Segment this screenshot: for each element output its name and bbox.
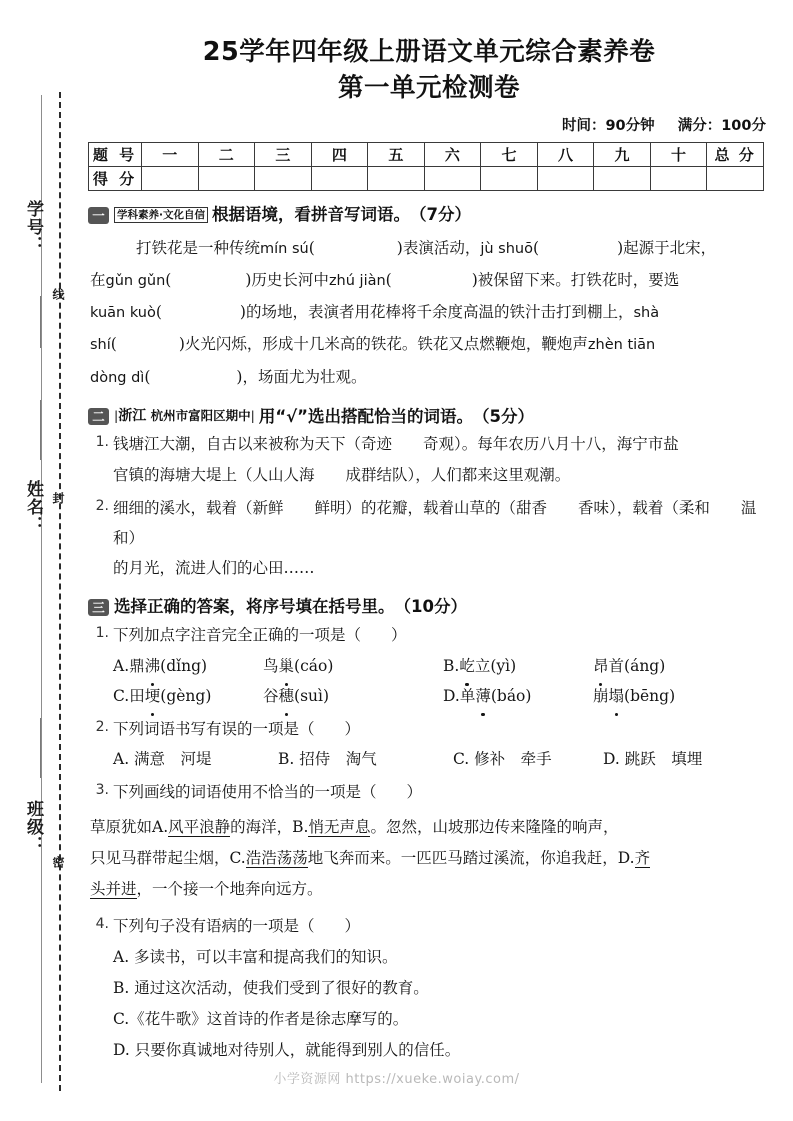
seal-write-line-student-id bbox=[40, 296, 41, 348]
s3-q1-option-c-pron: (gèng) bbox=[160, 686, 212, 705]
s3-q2-options-row bbox=[88, 744, 770, 774]
s2-q2-choice-1[interactable]: （新鲜 鲜明） bbox=[237, 498, 362, 517]
s3-q3-text-b: 的海洋，B. bbox=[230, 817, 309, 836]
seal-field-student-id: 学号： bbox=[23, 200, 43, 254]
section-one bbox=[88, 205, 770, 392]
score-cell-6[interactable] bbox=[424, 167, 481, 191]
s2-q1-choice-1[interactable]: （奇迹 奇观） bbox=[345, 435, 462, 454]
s3-q1-option-a2-char2-dotted: 巢 bbox=[279, 651, 295, 681]
s2-q2-text-a: 细细的溪水，载着 bbox=[113, 498, 238, 517]
s3-q1-option-d-second[interactable] bbox=[593, 681, 675, 711]
score-cell-8[interactable] bbox=[537, 167, 594, 191]
s3-q2-option-c[interactable]: C. 修补 牵手 bbox=[453, 750, 552, 769]
s3-q4-number: 4. bbox=[95, 915, 109, 932]
score-cell-total[interactable] bbox=[707, 167, 764, 191]
section-three-heading bbox=[88, 597, 770, 617]
s3-q1-option-a2-pron: (cáo) bbox=[294, 656, 334, 675]
s2-q1-text-a: 钱塘江大潮，自古以来被称为天下 bbox=[113, 435, 346, 454]
s3-q1-option-c-label: C. bbox=[113, 686, 130, 705]
s3-q1-option-d-pron: (báo) bbox=[490, 686, 532, 705]
passage-text-2: 表演活动， bbox=[402, 239, 481, 258]
s3-q1-option-a-char1: 鼎 bbox=[129, 656, 145, 675]
s3-q3-text-f: ，一个接一个地奔向远方。 bbox=[136, 879, 323, 898]
score-col-7: 七 bbox=[481, 143, 538, 167]
section-one-points: （7分） bbox=[410, 205, 471, 225]
pinyin-zhu-jian: zhú jiàn bbox=[328, 273, 386, 290]
section-one-title: 根据语境，看拼音写词语。 bbox=[212, 205, 410, 225]
section-two-province: 浙江 bbox=[118, 408, 147, 425]
s3-q1-option-d2-char2-dotted: 塌 bbox=[609, 681, 625, 711]
time-limit-label: 时间：90分钟 bbox=[561, 118, 655, 135]
score-table-row-label-number: 题 号 bbox=[89, 143, 142, 167]
score-cell-7[interactable] bbox=[481, 167, 538, 191]
s2-q1-choice-2[interactable]: （人山人海 成群结队） bbox=[237, 465, 416, 484]
section-two-source: |浙江 杭州市富阳区期中| bbox=[114, 408, 255, 425]
score-col-3: 三 bbox=[255, 143, 312, 167]
section-one-competency-tag: 学科素养·文化自信 bbox=[114, 207, 208, 223]
s3-q3-underline-a[interactable]: 风平浪静 bbox=[168, 817, 231, 836]
section-three-title: 选择正确的答案，将序号填在括号里。 bbox=[114, 597, 395, 617]
s3-q1-option-a-second[interactable] bbox=[263, 651, 443, 681]
s3-q1-option-c-second[interactable] bbox=[263, 681, 443, 711]
s3-q1-option-c-char2-dotted: 埂 bbox=[145, 681, 161, 711]
s3-q3-number: 3. bbox=[95, 782, 109, 799]
score-col-4: 四 bbox=[311, 143, 368, 167]
s3-q3-underline-b[interactable]: 悄无声息 bbox=[308, 817, 371, 836]
s3-q2-option-a[interactable]: A. 满意 河堤 bbox=[113, 750, 212, 769]
exam-sheet bbox=[88, 0, 770, 1066]
s3-q2-number: 2. bbox=[95, 718, 109, 735]
pinyin-kuan-kuo: kuān kuò bbox=[90, 305, 156, 322]
s3-question-3 bbox=[88, 777, 770, 807]
s2-q2-number: 2. bbox=[95, 497, 109, 514]
s3-q1-option-a-char2-dotted: 沸 bbox=[145, 651, 161, 681]
s3-q2-option-d[interactable]: D. 跳跃 填埋 bbox=[603, 750, 703, 769]
section-number-badge-three: 三 bbox=[88, 599, 109, 616]
passage-text-1: 打铁花是一种传统 bbox=[136, 239, 261, 258]
s2-q1-text-c: 官镇的海塘大堤上 bbox=[113, 465, 238, 484]
s3-q3-stem-end: ） bbox=[406, 783, 423, 802]
s3-q1-option-b-char1-dotted: 屹 bbox=[459, 651, 475, 681]
s3-q4-options bbox=[88, 942, 770, 1066]
pinyin-dong-di: dòng dì bbox=[90, 369, 145, 386]
site-watermark: 小学资源网 https://xueke.woiay.com/ bbox=[273, 1072, 520, 1087]
s3-q1-option-a-pron: (dǐng) bbox=[160, 656, 208, 675]
section-one-heading bbox=[88, 205, 770, 225]
s3-q4-stem-end: ） bbox=[344, 916, 361, 935]
score-col-10: 十 bbox=[650, 143, 707, 167]
section-two-heading bbox=[88, 407, 770, 427]
passage-text-6: 被保留下来。打铁花时，要选 bbox=[477, 271, 680, 290]
s2-q2-text-d: 的月光，流进人们的心田…… bbox=[113, 559, 315, 578]
s2-q1-number: 1. bbox=[95, 434, 109, 451]
s3-q4-option-c[interactable]: C.《花牛歌》这首诗的作者是徐志摩写的。 bbox=[113, 1009, 409, 1028]
s3-q1-option-d-char2-dotted: 薄 bbox=[475, 681, 491, 711]
score-col-8: 八 bbox=[537, 143, 594, 167]
s3-q4-option-b[interactable]: B. 通过这次活动，使我们受到了很好的教育。 bbox=[113, 978, 429, 997]
s3-q1-option-b-second[interactable] bbox=[593, 651, 665, 681]
score-cell-1[interactable] bbox=[142, 167, 199, 191]
s2-q2-text-b: 的花瓣，载着山草的 bbox=[361, 498, 501, 517]
section-two-questions bbox=[88, 429, 770, 583]
score-cell-2[interactable] bbox=[198, 167, 255, 191]
seal-write-line-name bbox=[40, 400, 41, 460]
s3-q3-stem: 下列画线的词语使用不恰当的一项是（ bbox=[113, 783, 377, 802]
section-three bbox=[88, 597, 770, 1065]
s3-q1-option-b-label: B. bbox=[443, 656, 460, 675]
pinyin-ju-shuo: jù shuō bbox=[480, 241, 533, 258]
s3-q1-option-a-label: A. bbox=[113, 656, 130, 675]
s2-question-1 bbox=[88, 429, 770, 489]
s3-q3-text-d: 只见马群带起尘烟，C. bbox=[90, 848, 246, 867]
s3-q1-option-d-label: D. bbox=[443, 686, 460, 705]
s3-q1-option-a[interactable] bbox=[113, 651, 263, 681]
section-one-passage: 打铁花是一种传统mín sú( )表演活动，jù shuō( )起源于北宋， 在gǔn gǔn( )历史长河中zhú jiàn( )被保留下来。打铁花时，要选 kuān kuò( )的场地，表演者用花棒将千余度高温的铁汁击打到棚上，shà shí( )火光闪烁，形成十几米高的铁花。铁花又点燃鞭炮，鞭炮声zhèn tiān dòng dì( )，场面尤为壮观。 bbox=[90, 239, 717, 386]
score-cell-5[interactable] bbox=[368, 167, 425, 191]
s3-q1-option-b-char2: 立 bbox=[474, 656, 491, 675]
full-score-label: 满分：100分 bbox=[677, 118, 766, 135]
section-two-source-detail: 杭州市富阳区期中 bbox=[150, 408, 251, 424]
paper-header bbox=[88, 0, 770, 106]
seal-field-name: 姓名： bbox=[23, 480, 43, 534]
s3-q1-stem: 下列加点字注音完全正确的一项是（ bbox=[113, 626, 362, 645]
seal-word-secret: 密 bbox=[51, 856, 65, 869]
passage-text-9: ，场面尤为壮观。 bbox=[242, 367, 367, 386]
score-col-total: 总 分 bbox=[707, 143, 764, 167]
s3-q3-text-a: 草原犹如A. bbox=[90, 817, 169, 836]
passage-text-7: 的场地，表演者用花棒将千余度高温的铁汁击打到棚上， bbox=[245, 303, 634, 322]
s3-q1-option-c2-char1: 谷 bbox=[263, 686, 279, 705]
s3-question-2 bbox=[88, 714, 770, 744]
score-col-5: 五 bbox=[368, 143, 425, 167]
pinyin-shi: shí bbox=[90, 337, 111, 354]
section-two bbox=[88, 407, 770, 584]
score-table-value-row bbox=[89, 167, 764, 191]
s2-q1-text-b: 。每年农历八月十八，海宁市盐 bbox=[461, 435, 679, 454]
score-cell-3[interactable] bbox=[255, 167, 312, 191]
s3-q1-option-d-char1: 单 bbox=[459, 686, 476, 705]
s3-q1-option-b[interactable] bbox=[443, 651, 593, 681]
s3-q2-stem-end: ） bbox=[344, 719, 361, 738]
section-three-points: （10分） bbox=[394, 597, 467, 617]
paper-meta bbox=[88, 114, 770, 135]
s2-question-2 bbox=[88, 493, 770, 584]
score-col-9: 九 bbox=[594, 143, 651, 167]
s3-q1-options-row-1 bbox=[88, 651, 770, 681]
s2-q2-choice-2[interactable]: （甜香 香味） bbox=[500, 498, 617, 517]
s2-q2-text-c: ，载着 bbox=[616, 498, 664, 517]
s3-q1-option-c2-pron: (suì) bbox=[294, 686, 330, 705]
s3-q3-underline-d-part1[interactable]: 齐 bbox=[634, 848, 651, 867]
page-title-line-1: 25学年四年级上册语文单元综合素养卷 bbox=[202, 37, 656, 67]
s2-q1-text-d: ，人们都来这里观潮。 bbox=[415, 465, 571, 484]
score-cell-9[interactable] bbox=[594, 167, 651, 191]
page-title-line-2: 第一单元检测卷 bbox=[337, 73, 520, 104]
passage-text-8: 火光闪烁，形成十几米高的铁花。铁花又点燃鞭炮，鞭炮声 bbox=[184, 335, 588, 354]
s3-q1-option-b2-char2: 首 bbox=[608, 656, 625, 675]
score-col-1: 一 bbox=[142, 143, 199, 167]
score-cell-10[interactable] bbox=[650, 167, 707, 191]
s3-q1-option-b-pron: (yì) bbox=[490, 656, 517, 675]
s3-q1-option-c2-char2-dotted: 穗 bbox=[279, 681, 295, 711]
s3-q1-number: 1. bbox=[95, 625, 109, 642]
score-table-header-row bbox=[89, 143, 764, 167]
s3-q1-option-d2-pron: (bēng) bbox=[624, 686, 676, 705]
seal-word-line: 线 bbox=[51, 288, 65, 301]
score-table bbox=[88, 142, 764, 191]
score-cell-4[interactable] bbox=[311, 167, 368, 191]
passage-text-3: 起源于北宋， bbox=[623, 239, 717, 258]
seal-write-line-class bbox=[40, 718, 41, 778]
s3-q1-option-b2-pron: (áng) bbox=[624, 656, 666, 675]
s3-q3-underline-d-part2[interactable]: 头并进 bbox=[90, 879, 137, 898]
s2-q2-choice-3[interactable]: （柔和 温和） bbox=[113, 498, 757, 548]
s3-q1-option-c[interactable] bbox=[113, 681, 263, 711]
s3-q2-option-b[interactable]: B. 招侍 淘气 bbox=[278, 750, 377, 769]
s3-q3-underline-c[interactable]: 浩浩荡荡 bbox=[245, 848, 308, 867]
passage-text-5: 历史长河中 bbox=[251, 271, 329, 290]
s3-q3-passage bbox=[88, 812, 770, 905]
s3-q3-text-c: 。忽然，山坡那边传来隆隆的响声， bbox=[370, 817, 619, 836]
pinyin-gun-gun: gǔn gǔn bbox=[105, 273, 166, 290]
s3-question-1 bbox=[88, 620, 770, 650]
s3-q1-option-a2-char1: 鸟 bbox=[263, 656, 279, 675]
s3-q1-option-c-char1: 田 bbox=[129, 686, 145, 705]
score-col-2: 二 bbox=[198, 143, 255, 167]
pinyin-min-su: mín sú bbox=[260, 241, 309, 258]
s3-question-4 bbox=[88, 911, 770, 941]
s3-q1-stem-end: ） bbox=[391, 626, 407, 645]
pinyin-zhen-tian: zhèn tiān bbox=[587, 337, 656, 354]
seal-word-seal: 封 bbox=[51, 492, 65, 505]
s3-q2-stem: 下列词语书写有误的一项是（ bbox=[113, 719, 315, 738]
section-number-badge-one: 一 bbox=[88, 207, 109, 224]
s3-q4-stem: 下列句子没有语病的一项是（ bbox=[113, 916, 315, 935]
score-table-row-label-score: 得 分 bbox=[89, 167, 142, 191]
passage-text-4: 在 bbox=[90, 271, 106, 290]
s3-q4-option-a[interactable]: A. 多读书，可以丰富和提高我们的知识。 bbox=[113, 947, 398, 966]
s3-q1-option-b2-char1-dotted: 昂 bbox=[593, 651, 609, 681]
section-two-points: （5分） bbox=[473, 406, 534, 426]
s3-q1-options-row-2 bbox=[88, 681, 770, 711]
s3-q4-option-d[interactable]: D. 只要你真诚地对待别人，就能得到别人的信任。 bbox=[113, 1040, 461, 1059]
s3-q3-text-e: 地飞奔而来。一匹匹马踏过溪流，你追我赶，D. bbox=[307, 848, 635, 867]
pinyin-sha: shà bbox=[633, 305, 660, 322]
score-col-6: 六 bbox=[424, 143, 481, 167]
seal-dashed-line bbox=[59, 92, 61, 1091]
s3-q1-option-d2-char1: 崩 bbox=[593, 686, 609, 705]
seal-field-class: 班级： bbox=[23, 800, 43, 854]
section-two-title: 用“√”选出搭配恰当的词语。 bbox=[258, 406, 474, 426]
section-number-badge-two: 二 bbox=[88, 408, 109, 425]
